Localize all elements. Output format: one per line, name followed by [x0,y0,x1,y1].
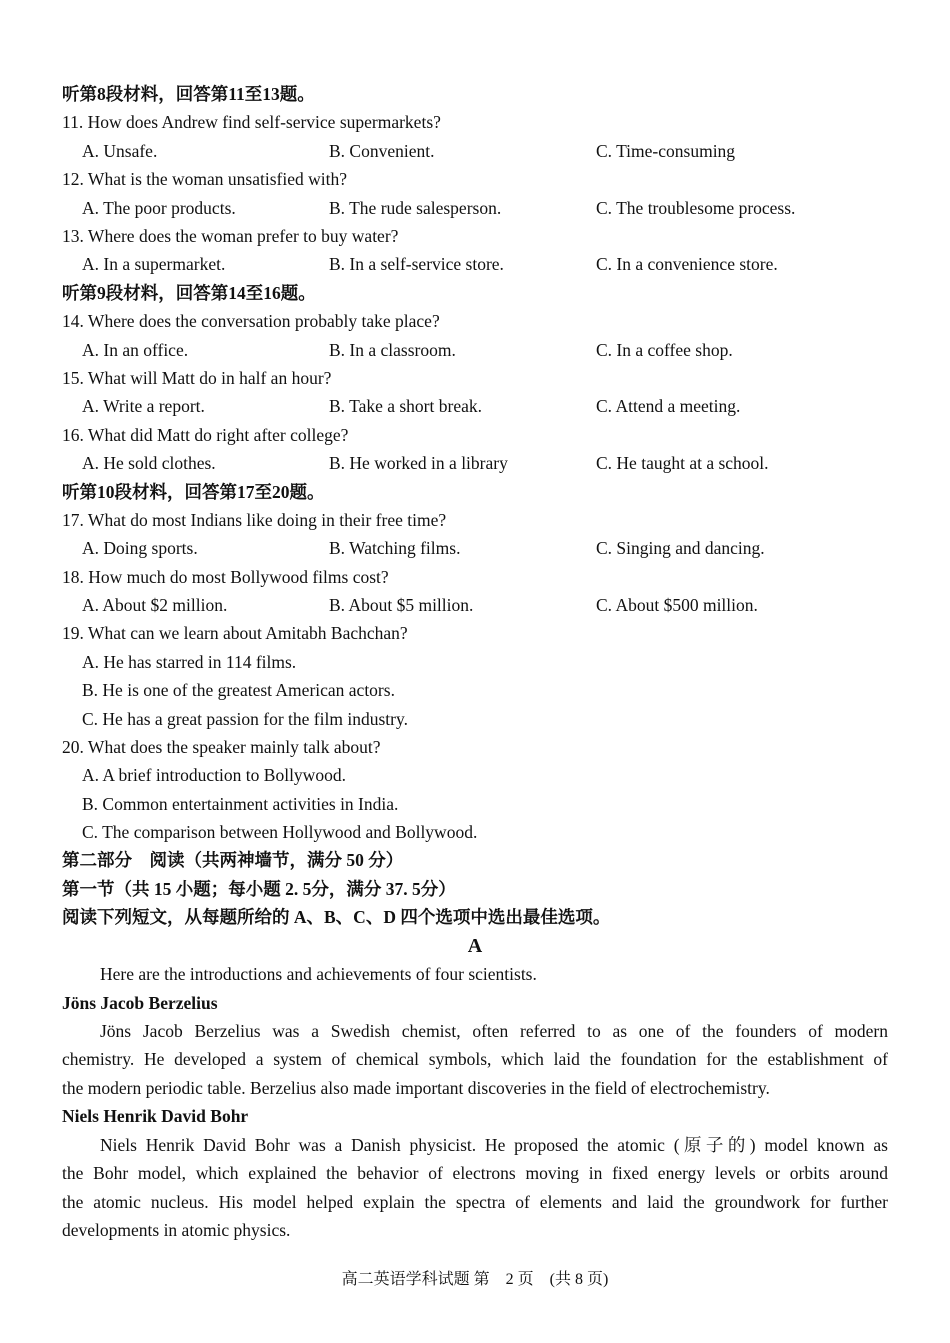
q19-option-b: B. He is one of the greatest American actors. [82,680,395,700]
q11-option-c: C. Time-consuming [596,141,736,161]
q19-stem: 19. What can we learn about Amitabh Bachchan? [62,623,408,643]
berzelius-line-3: the modern periodic table. Berzelius also made important discoveries in the field of electrochemistry. [62,1078,770,1098]
q17-stem: 17. What do most Indians like doing in their free time? [62,510,447,530]
bohr-heading: Niels Henrik David Bohr [62,1106,249,1126]
part2-section1: 第一节（共 15 小题；每小题 2. 5分，满分 37. 5分） [62,879,456,899]
q20-option-c: C. The comparison between Hollywood and Bollywood. [82,822,478,842]
q20-stem: 20. What does the speaker mainly talk about? [62,737,381,757]
q14-option-b: B. In a classroom. [329,340,456,360]
page-footer: 高二英语学科试题 第 2 页 (共 8 页) [341,1271,609,1288]
part2-instruction: 阅读下列短文，从每题所给的 A、B、C、D 四个选项中选出最佳选项。 [62,907,611,927]
berzelius-heading: Jöns Jacob Berzelius [62,993,218,1013]
q16-option-a: A. He sold clothes. [82,453,216,473]
bohr-line-2: the Bohr model, which explained the behavior of electrons moving in fixed energy levels or orbits around [62,1163,888,1183]
section8-header: 听第8段材料，回答第11至13题。 [62,84,315,104]
passage-letter: A [467,935,483,957]
q12-option-a: A. The poor products. [82,198,236,218]
q14-stem: 14. Where does the conversation probably take place? [62,311,440,331]
bohr-line-4: developments in atomic physics. [62,1220,291,1240]
q12-stem: 12. What is the woman unsatisfied with? [62,169,347,189]
section10-header: 听第10段材料，回答第17至20题。 [62,482,325,502]
bohr-line-3: the atomic nucleus. His model helped explain the spectra of elements and laid the groundwork for further [62,1192,888,1212]
berzelius-line-2: chemistry. He developed a system of chemical symbols, which laid the foundation for the establishment of [62,1049,888,1069]
q14-option-c: C. In a coffee shop. [596,340,733,360]
q11-option-a: A. Unsafe. [82,141,158,161]
q17-option-b: B. Watching films. [329,538,461,558]
q19-option-c: C. He has a great passion for the film industry. [82,709,408,729]
q15-stem: 15. What will Matt do in half an hour? [62,368,332,388]
q15-option-b: B. Take a short break. [329,396,482,416]
q20-option-a: A. A brief introduction to Bollywood. [82,765,346,785]
q20-option-b: B. Common entertainment activities in India. [82,794,399,814]
q13-option-a: A. In a supermarket. [82,254,226,274]
berzelius-line-1: Jöns Jacob Berzelius was a Swedish chemist, often referred to as one of the founders of modern [100,1021,888,1041]
q18-option-b: B. About $5 million. [329,595,474,615]
bohr-line-1: Niels Henrik David Bohr was a Danish physicist. He proposed the atomic (原子的) model known as [100,1135,888,1155]
q11-stem: 11. How does Andrew find self-service supermarkets? [62,112,441,132]
q16-option-b: B. He worked in a library [329,453,508,473]
q11-option-b: B. Convenient. [329,141,435,161]
q12-option-b: B. The rude salesperson. [329,198,502,218]
q18-option-c: C. About $500 million. [596,595,758,615]
q18-stem: 18. How much do most Bollywood films cost? [62,567,389,587]
q12-option-c: C. The troublesome process. [596,198,796,218]
q13-option-c: C. In a convenience store. [596,254,778,274]
q18-option-a: A. About $2 million. [82,595,228,615]
q13-option-b: B. In a self-service store. [329,254,504,274]
q17-option-a: A. Doing sports. [82,538,198,558]
q15-option-c: C. Attend a meeting. [596,396,741,416]
q13-stem: 13. Where does the woman prefer to buy water? [62,226,399,246]
q19-option-a: A. He has starred in 114 films. [82,652,297,672]
passage-intro: Here are the introductions and achievements of four scientists. [100,964,537,984]
part2-title: 第二部分 阅读（共两神墙节，满分 50 分） [62,850,404,870]
q14-option-a: A. In an office. [82,340,189,360]
q17-option-c: C. Singing and dancing. [596,538,765,558]
q16-stem: 16. What did Matt do right after college? [62,425,349,445]
q15-option-a: A. Write a report. [82,396,205,416]
q16-option-c: C. He taught at a school. [596,453,769,473]
section9-header: 听第9段材料，回答第14至16题。 [62,283,316,303]
